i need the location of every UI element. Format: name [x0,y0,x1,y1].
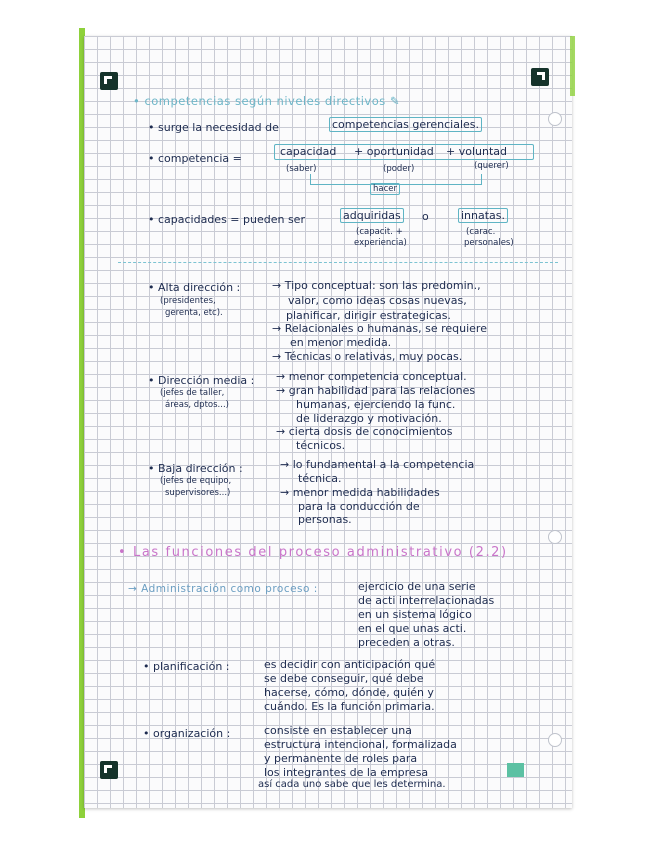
planif-line: se debe conseguir, qué debe [264,672,424,685]
baja-line: → menor medida habilidades [280,486,440,499]
alta-sub: (presidentes, [160,296,216,306]
alta-line: en menor medida. [290,336,392,349]
corner-mark-icon [531,68,549,86]
alta-line: valor, como ideas cosas nuevas, [288,294,467,307]
admin-line: de acti interrelacionadas [358,594,495,607]
highlight-competencias-gerenciales: competencias gerenciales. [329,117,482,132]
organ-line: consiste en establecer una [264,724,412,737]
baja-sub: (jefes de equipo, [160,476,232,486]
admin-line: preceden a otras. [358,636,455,649]
admin-line: en un sistema lógico [358,608,472,621]
comp-term: + voluntad [446,145,507,158]
baja-line: técnica. [298,472,342,485]
alta-title: • Alta dirección : [148,281,241,294]
comp-sub: (poder) [383,164,415,174]
admin-line: ejercicio de una serie [358,580,476,593]
cap-sub: experiencia) [354,238,407,248]
organ-line: los integrantes de la empresa [264,766,429,779]
media-line: de liderazgo y motivación. [296,412,442,425]
media-line: → gran habilidad para las relaciones [276,384,476,397]
ring-hole-icon [548,733,562,747]
media-line: → menor competencia conceptual. [276,370,467,383]
heading-funciones: • Las funciones del proceso administrativo (2.2) [118,545,508,560]
alta-line: → Tipo conceptual: son las predomin., [272,279,481,292]
ring-hole-icon [548,112,562,126]
organ-line: estructura intencional, formalizada [264,738,457,751]
corner-mark-icon [100,72,118,90]
heading-competencias: • competencias según niveles directivos ✎ [133,94,401,108]
comp-term: + oportunidad [354,145,434,158]
alta-line: planificar, dirigir estrategicas. [286,309,451,322]
cap-term-adquiridas: adquiridas [340,208,404,223]
baja-sub: supervisores...) [165,488,231,498]
line-surge: • surge la necesidad de [148,121,279,134]
media-line: técnicos. [296,439,346,452]
baja-title: • Baja dirección : [148,462,243,475]
cap-sub: personales) [464,238,514,248]
cap-term-innatas: innatas. [458,208,508,223]
cap-term-o: o [422,210,429,223]
baja-line: → lo fundamental a la competencia [280,458,475,471]
media-line: humanas, ejerciendo la func. [296,398,456,411]
alta-line: → Relacionales o humanas, se requiere [272,322,487,335]
comp-sub: (querer) [474,161,509,171]
sticker-icon [507,763,524,777]
baja-line: personas. [298,513,352,526]
cap-sub: (carac. [466,227,496,237]
admin-label: → Administración como proceso : [128,583,318,595]
media-sub: áreas, dptos...) [165,400,229,410]
admin-line: en el que unas acti. [358,622,467,635]
alta-sub: gerenta, etc). [165,308,223,318]
planif-line: es decidir con anticipación qué [264,658,436,671]
planif-line: hacerse, cómo, dónde, quién y [264,686,434,699]
comp-term: capacidad [280,145,337,158]
media-line: → cierta dosis de conocimientos [276,425,453,438]
media-sub: (jefes de taller, [160,388,225,398]
corner-mark-icon [100,761,118,779]
organ-line: y permanente de roles para [264,752,418,765]
notebook-edge-right [570,36,575,96]
dashed-separator [118,262,558,263]
comp-hacer: hacer [370,183,400,195]
organ-line: así cada uno sabe que les determina. [258,779,446,790]
line-competencia: • competencia = [148,152,242,165]
ring-hole-icon [548,530,562,544]
alta-line: → Técnicas o relativas, muy pocas. [272,350,463,363]
organ-label: • organización : [143,727,231,740]
planif-label: • planificación : [143,660,230,673]
cap-sub: (capacit. + [356,227,403,237]
line-capacidades: • capacidades = pueden ser [148,213,305,226]
planif-line: cuándo. Es la función primaria. [264,700,435,713]
media-title: • Dirección media : [148,374,255,387]
baja-line: para la conducción de [298,500,420,513]
comp-sub: (saber) [286,164,317,174]
